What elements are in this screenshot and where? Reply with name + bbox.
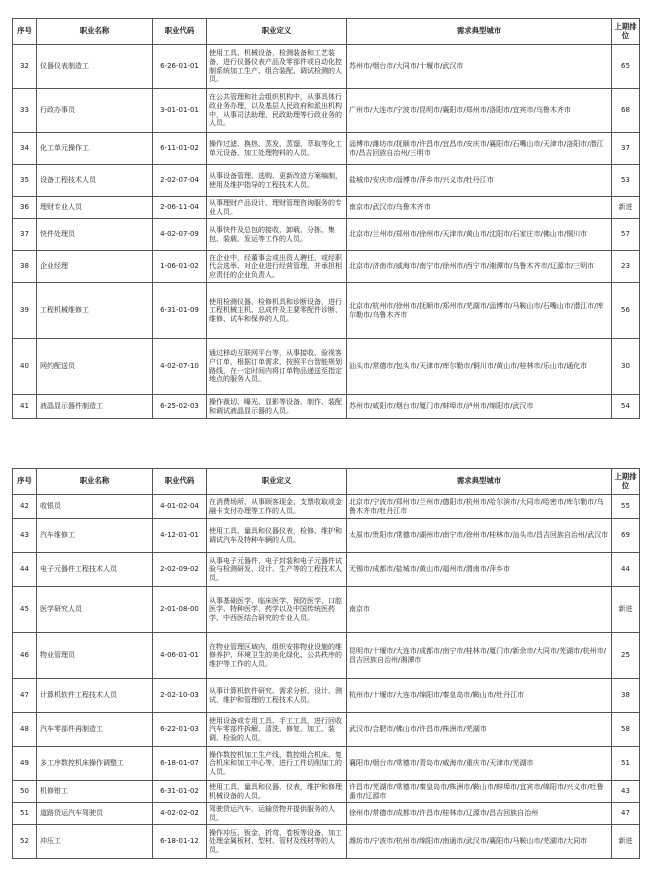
occupation-code: 2-02-07-04	[153, 165, 207, 197]
row-number: 37	[13, 219, 37, 251]
occupation-name: 快件处理员	[37, 219, 153, 251]
table-row	[13, 519, 640, 553]
occupation-name: 道路货运汽车驾驶员	[37, 803, 153, 825]
demand-cities: 潍坊市/宁波市/杭州市/绵阳市/南通市/武汉市/襄阳市/马鞍山市/芜湖市/大同市	[347, 825, 612, 859]
occupation-name: 行政办事员	[37, 89, 153, 133]
occupation-definition: 在企业中，经董事会或出资人聘任，或经职代会选举、对企业进行经营管理，并承担相应责任的企业负责人。	[207, 251, 347, 283]
occupation-code: 3-01-01-01	[153, 89, 207, 133]
demand-cities: 北京市/兰州市/郑州市/徐州市/天津市/黄山市/沈阳市/石家庄市/佛山市/铜川市	[347, 219, 612, 251]
occupation-definition: 使用检测仪器、检修机具和诊断设备，进行工程机械主机、总成件及主要零配件诊断、维修、试车和保养的人员。	[207, 283, 347, 339]
demand-cities: 武汉市/合肥市/佛山市/许昌市/株洲市/芜湖市	[347, 713, 612, 747]
occupation-code: 6-11-01-02	[153, 133, 207, 165]
occupation-definition: 从事基础医学、临床医学、预防医学、口腔医学、特种医学、药学以及中国传统医药学、中西医结合研究的专业人员。	[207, 587, 347, 633]
table-row	[13, 45, 640, 89]
occupation-definition: 在公共管理和社会组织机构中，从事具体行政业务办理，以及基层人民政府和派出机构中，从事司法助理、民政助理等行政业务的人员。	[207, 89, 347, 133]
occupation-code: 4-02-02-02	[153, 803, 207, 825]
header-name: 职业名称	[37, 469, 153, 495]
row-number: 36	[13, 197, 37, 219]
header-no: 序号	[13, 469, 37, 495]
header-code: 职业代码	[153, 19, 207, 45]
demand-cities: 无锡市/成都市/盐城市/黄山市/福州市/渭南市/萍乡市	[347, 553, 612, 587]
occupation-code: 1-06-01-02	[153, 251, 207, 283]
demand-cities: 汕头市/常德市/包头市/天津市/库尔勒市/铜川市/黄山市/桂林市/乐山市/通化市	[347, 339, 612, 395]
occupation-code: 4-06-01-01	[153, 633, 207, 679]
demand-cities: 许昌市/芜湖市/常德市/秦皇岛市/株洲市/鞍山市/蚌埠市/宜宾市/绵阳市/兴义市/吐鲁番市/辽源市	[347, 781, 612, 803]
row-number: 47	[13, 679, 37, 713]
previous-rank: 30	[612, 339, 640, 395]
occupation-code: 4-01-02-04	[153, 495, 207, 519]
previous-rank: 新进	[612, 825, 640, 859]
previous-rank: 54	[612, 395, 640, 419]
header-no: 序号	[13, 19, 37, 45]
row-number: 43	[13, 519, 37, 553]
demand-cities: 广州市/大连市/宁波市/昆明市/襄阳市/郑州市/洛阳市/宜宾市/乌鲁木齐市	[347, 89, 612, 133]
row-number: 32	[13, 45, 37, 89]
previous-rank: 69	[612, 519, 640, 553]
previous-rank: 37	[612, 133, 640, 165]
occupation-code: 6-18-01-07	[153, 747, 207, 781]
occupation-definition: 操作数控机加工生产线、数控组合机床、复合机床和加工中心等，进行工件切削加工的人员。	[207, 747, 347, 781]
occupation-definition: 在物业管理区域内，组织安排物业设施的维修养护、环境卫生的美化绿化、公共秩序的维护等工作的人员。	[207, 633, 347, 679]
table-row	[13, 633, 640, 679]
occupation-definition: 在消费场所，从事顾客现金、支票收取或金融卡支付办理等工作的人员。	[207, 495, 347, 519]
previous-rank: 58	[612, 713, 640, 747]
table-row	[13, 803, 640, 825]
occupation-definition: 从事设备管理、选购、更新改造方案编制，使用及维护指导的工程技术人员。	[207, 165, 347, 197]
previous-rank: 新进	[612, 587, 640, 633]
demand-cities: 盐城市/安庆市/淄博市/萍乡市/兴义市/牡丹江市	[347, 165, 612, 197]
occupation-name: 冲压工	[37, 825, 153, 859]
demand-cities: 北京市/济南市/威海市/南宁市/徐州市/西宁市/湘潭市/乌鲁木齐市/辽源市/三明市	[347, 251, 612, 283]
previous-rank: 55	[612, 495, 640, 519]
demand-cities: 淄博市/潍坊市/抚顺市/许昌市/宜昌市/安庆市/襄阳市/石嘴山市/天津市/洛阳市/潜江市/昌吉回族自治州/三明市	[347, 133, 612, 165]
occupation-name: 物业管理员	[37, 633, 153, 679]
table-row	[13, 133, 640, 165]
demand-cities: 北京市/宁波市/郑州市/兰州市/德阳市/杭州市/哈尔滨市/大同市/哈密市/库尔勒市/乌鲁木齐市/牡丹江市	[347, 495, 612, 519]
occupation-name: 计算机软件工程技术人员	[37, 679, 153, 713]
row-number: 48	[13, 713, 37, 747]
occupation-code: 4-02-07-09	[153, 219, 207, 251]
header-rank: 上期排位	[612, 469, 640, 495]
row-number: 35	[13, 165, 37, 197]
table-row	[13, 251, 640, 283]
row-number: 40	[13, 339, 37, 395]
row-number: 44	[13, 553, 37, 587]
occupation-name: 汽车零部件再制造工	[37, 713, 153, 747]
previous-rank: 38	[612, 679, 640, 713]
table-sheet-1	[0, 18, 651, 419]
occupation-code: 6-31-01-09	[153, 283, 207, 339]
occupation-name: 医学研究人员	[37, 587, 153, 633]
occupation-table-2	[12, 468, 640, 859]
header-cities: 需求典型城市	[347, 19, 612, 45]
header-name: 职业名称	[37, 19, 153, 45]
demand-cities: 徐州市/常德市/成都市/许昌市/桂林市/辽源市/昌吉回族自治州	[347, 803, 612, 825]
occupation-definition: 从事计算机软件研究、需求分析、设计、测试、维护和管理的工程技术人员。	[207, 679, 347, 713]
header-definition: 职业定义	[207, 19, 347, 45]
occupation-name: 汽车维修工	[37, 519, 153, 553]
demand-cities: 太原市/贵阳市/常德市/湖州市/南宁市/徐州市/桂林市/汕头市/昌吉回族自治州/武汉市	[347, 519, 612, 553]
row-number: 33	[13, 89, 37, 133]
table-row	[13, 747, 640, 781]
occupation-name: 工程机械维修工	[37, 283, 153, 339]
demand-cities: 昆明市/十堰市/大连市/成都市/南宁市/桂林市/厦门市/新余市/大同市/芜湖市/杭州市/昌吉回族自治州/湘潭市	[347, 633, 612, 679]
occupation-definition: 从事电子元器件、电子封装和电子元器件试验与检测研发、设计、生产等的工程技术人员。	[207, 553, 347, 587]
row-number: 46	[13, 633, 37, 679]
occupation-name: 多工序数控机床操作调整工	[37, 747, 153, 781]
occupation-code: 2-01-08-00	[153, 587, 207, 633]
table-row	[13, 165, 640, 197]
row-number: 52	[13, 825, 37, 859]
demand-cities: 苏州市/烟台市/大同市/十堰市/武汉市	[347, 45, 612, 89]
occupation-name: 企业经理	[37, 251, 153, 283]
demand-cities: 襄阳市/烟台市/常德市/青岛市/威海市/重庆市/天津市/芜湖市	[347, 747, 612, 781]
demand-cities: 南京市	[347, 587, 612, 633]
occupation-definition: 使用工具、量具和仪器、仪表，维护和修理机械设备的人员。	[207, 781, 347, 803]
row-number: 45	[13, 587, 37, 633]
table-row	[13, 713, 640, 747]
previous-rank: 51	[612, 747, 640, 781]
demand-cities: 苏州市/咸阳市/烟台市/厦门市/蚌埠市/泸州市/绵阳市/武汉市	[347, 395, 612, 419]
occupation-name: 理财专业人员	[37, 197, 153, 219]
occupation-definition: 操作过滤、换热、蒸发、蒸馏、萃取等化工单元设备，加工处理物料的人员。	[207, 133, 347, 165]
previous-rank: 47	[612, 803, 640, 825]
occupation-name: 收银员	[37, 495, 153, 519]
table-row	[13, 219, 640, 251]
previous-rank: 53	[612, 165, 640, 197]
occupation-name: 网约配送员	[37, 339, 153, 395]
occupation-name: 设备工程技术人员	[37, 165, 153, 197]
row-number: 49	[13, 747, 37, 781]
row-number: 50	[13, 781, 37, 803]
table-row	[13, 339, 640, 395]
header-rank: 上期排位	[612, 19, 640, 45]
previous-rank: 65	[612, 45, 640, 89]
table-row	[13, 495, 640, 519]
table-row	[13, 679, 640, 713]
previous-rank: 44	[612, 553, 640, 587]
table-row	[13, 395, 640, 419]
table-row	[13, 553, 640, 587]
occupation-definition: 驾驶货运汽车，运输货物并提供服务的人员。	[207, 803, 347, 825]
previous-rank: 23	[612, 251, 640, 283]
table-row	[13, 587, 640, 633]
demand-cities: 北京市/杭州市/徐州市/抚顺市/郑州市/芜湖市/淄博市/马鞍山市/石嘴山市/潜江市/库尔勒市/乌鲁木齐市	[347, 283, 612, 339]
previous-rank: 57	[612, 219, 640, 251]
occupation-code: 6-25-02-03	[153, 395, 207, 419]
occupation-definition: 从事理财产品设计、理财管理咨询服务的专业人员。	[207, 197, 347, 219]
occupation-name: 仪器仪表制造工	[37, 45, 153, 89]
occupation-name: 液晶显示器件制造工	[37, 395, 153, 419]
occupation-table-1	[12, 18, 640, 419]
header-code: 职业代码	[153, 469, 207, 495]
occupation-definition: 操作冲压、钣金、折弯、卷板等设备，加工处理金属板材、型材、管材及线材等的人员。	[207, 825, 347, 859]
row-number: 39	[13, 283, 37, 339]
row-number: 51	[13, 803, 37, 825]
occupation-definition: 使用工具、机械设备，检测装备和工艺装备，进行仪器仪表产品及零部件或自动化控制系统加工生产、组合装配、调试检测的人员。	[207, 45, 347, 89]
occupation-code: 6-22-01-03	[153, 713, 207, 747]
occupation-code: 6-31-01-02	[153, 781, 207, 803]
row-number: 42	[13, 495, 37, 519]
row-number: 38	[13, 251, 37, 283]
occupation-code: 4-02-07-10	[153, 339, 207, 395]
previous-rank: 56	[612, 283, 640, 339]
table-row	[13, 197, 640, 219]
table-sheet-2	[0, 468, 651, 859]
occupation-name: 机修钳工	[37, 781, 153, 803]
occupation-code: 6-26-01-01	[153, 45, 207, 89]
occupation-definition: 使用设备或专用工具、手工工具，进行回收汽车零部件拆解、清洗、修复、加工、装调、检验的人员。	[207, 713, 347, 747]
occupation-code: 2-02-10-03	[153, 679, 207, 713]
demand-cities: 杭州市/十堰市/大连市/绵阳市/秦皇岛市/鞍山市/牡丹江市	[347, 679, 612, 713]
table-header-row	[13, 19, 640, 45]
table-row	[13, 781, 640, 803]
occupation-code: 4-12-01-01	[153, 519, 207, 553]
occupation-definition: 操作裁切、曝光、显影等设备，制作、装配和调试液晶显示器的人员。	[207, 395, 347, 419]
previous-rank: 43	[612, 781, 640, 803]
table-row	[13, 825, 640, 859]
row-number: 41	[13, 395, 37, 419]
occupation-definition: 从事快件及总包的接收、卸载、分拣、集包、装载、发运等工作的人员。	[207, 219, 347, 251]
occupation-code: 6-18-01-12	[153, 825, 207, 859]
previous-rank: 25	[612, 633, 640, 679]
row-number: 34	[13, 133, 37, 165]
header-cities: 需求典型城市	[347, 469, 612, 495]
previous-rank: 新进	[612, 197, 640, 219]
table-row	[13, 283, 640, 339]
occupation-name: 电子元器件工程技术人员	[37, 553, 153, 587]
previous-rank: 68	[612, 89, 640, 133]
table-row	[13, 89, 640, 133]
occupation-code: 2-06-11-04	[153, 197, 207, 219]
occupation-definition: 使用工具、量具和仪器仪表，检修、维护和调试汽车及特种车辆的人员。	[207, 519, 347, 553]
occupation-definition: 通过移动互联网平台等，从事接收、验视客户订单，根据订单需求，按照平台智能规划路线，在一定时间内将订单物品递送至指定地点的服务人员。	[207, 339, 347, 395]
table-header-row	[13, 469, 640, 495]
occupation-code: 2-02-09-02	[153, 553, 207, 587]
header-definition: 职业定义	[207, 469, 347, 495]
occupation-name: 化工单元操作工	[37, 133, 153, 165]
demand-cities: 南京市/武汉市/乌鲁木齐市	[347, 197, 612, 219]
